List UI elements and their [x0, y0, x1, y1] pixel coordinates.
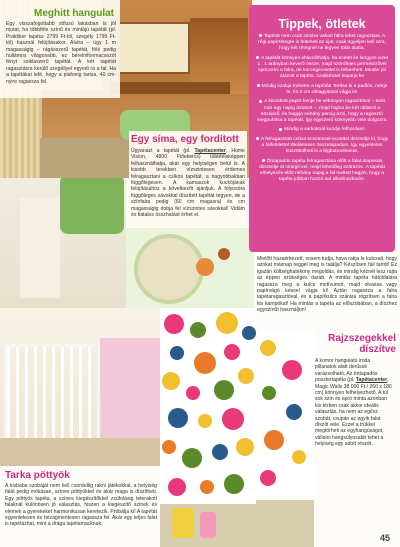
tip-item: A kiszabott papírt kenje be vékonyan ragasztóval – amit már egy napig áztatott –, majd hajtsa be két oldalról a középső, és hagyja néhány percig ázni, hogy a ragasztó megpuhítsa a tapétát. Így egyszerű könnyebb vele dolgozni.: [256, 99, 388, 123]
tip-item: Öntapadós tapéta felragasztása előtt a falat alaposan dörzsölje át smirgli-vel, majd lehetőleg szárazon. A tapétát elhelyezés előtt néhány napig a fal mellett hagyni, hogy a tapéta jobban hozzá tud alkalmazkodni.: [259, 158, 385, 183]
photo-polka-dot-wall: [160, 308, 256, 547]
page-number: 45: [379, 533, 390, 543]
bullet-icon: [257, 84, 260, 87]
tips-box: [249, 5, 395, 252]
bullet-icon: [279, 128, 282, 131]
egyszinu-title: Egy síma, egy fordított: [131, 134, 239, 145]
tip-item: Mindig a sarkoknál kezdje felhordani!: [255, 127, 389, 133]
photo-kids-room: [0, 178, 126, 308]
rajzszegekkel-title: Rajzszegekkel díszítve: [328, 333, 396, 355]
egyszinu-body: Úgyanazt a tapétát (pl. Tapétacenter, Home Vision, 4800 Ft/tekercs) többféleképpen felhasználhatja, akár egy helyiségen belül is. A kisebb terekben vízszintesen érdemes felragasztani a csíkos tapétát, a nagyobbakban függőlegesen. A kamaszok kuckójának felújításához a következőt ajánljuk. A folyosóra függőleges sávokkal díszített tapétát tegyen, de a színfalra pedig (60 cm magasra) és cm magasságig dobja fel vízszintes sávokkal! Vidám és fiatalos összhatást érhet el.: [131, 148, 245, 219]
tarka-title: Tarka pöttyök: [5, 470, 70, 481]
meghitt-body: Egy visszafogottabb stílusú lakásban is jól mutat, ha többféle színű és mintájú tapétát (pl. Praktiker tapéta: 2799 Ft-tól, szegély 1799 Ft-tól) használ felújításakor. Alulra – úgy 1 m magasságig – rágásszerű tapétát, fölé pedig hullámos világosabb, ez bérelnifonmacsozót fényt sziklaszerű tapétát. A két tapétát ragasztásra kerülő szegéllyel egyedi rá a fal. Ha a tapétákat lefé, hogy a plafonig tartsa, 40 cm-nyire ragassza fel.: [6, 21, 116, 85]
tip-item: Tapétát nem csak simára vakart falra lehet ragasztani. A régi papírrétegre is felteheti az újat, csak ügyeljen kell arra, hogy két rétegnél ne legyen több alatta.: [258, 34, 386, 52]
bullet-icon: [259, 34, 262, 37]
photo-key-holder: [126, 228, 254, 308]
bullet-icon: [262, 159, 265, 162]
tip-item: A tapétát könnyen eltávolíthatja, ha ecetet és langyos vizet 1 : 1 arányban keverő össze, majd szórófejes permetezővel spriccelni a falra, de korongecsettel is felkenheti. Miután jól átázott a tapéta, szakkéssel kaparja le!: [257, 55, 388, 80]
tarka-body: A kisbaba szobáját nem kell csordultig rakni játékokkal, a helyiség falát pedig mókásan, színes pöttyökkel és akár maga is díszítheti. Egy pöttyös tapéta, a színes kiegészítőkkel zsúfolásig telerakott falaknál különösen jó választás, hiszen a kiegészítő színek és elemek a gyerekeket harmonikusan keretezik. Próbálja ki! A tapétát egyenletesen és hézagmentesen ragassza fel. Akár egy teljes falat is tapétázhat, mint a drága tapétamacknak.: [5, 483, 157, 528]
photo-crib: [0, 308, 170, 468]
rajzszegekkel-link: Tapétacenter: [355, 377, 388, 384]
bullet-icon: [259, 100, 262, 103]
bullet-icon: [256, 56, 259, 59]
egyszinu-link: Tapétacenter: [194, 148, 226, 154]
photo-office-desk: [256, 330, 314, 547]
kulcsra-body: Mielőtt hazaérkezett, sosem tudja, hova rakja le kulcsait, hogy azokat másnap reggel meg is találja? Készítsen fali tartót! Ez igazán költséghatékony megoldás, és mindig kéznél lesz rajta az éppen szükséges darab. A mintás tapéta hátoldalára ragassza meg a kulcs motívumot, majd olvassa vagy papírvágó késsel vágja ki! Aztán ragassza a falra tapétaragasztóval, és a papírkulcs szárára rögzítsen a falra kis kampókat! Ha mintás a tapéta az előszobában, a díszhez egyszínűt használjon!: [257, 256, 397, 314]
tips-title: Tippek, ötletek: [278, 17, 366, 31]
meghitt-title: Meghitt hangulat: [34, 8, 114, 19]
rajzszegekkel-body: A komor hangulatú iroda pillanatok alatt derűssé varázsolható. Az öntapadós posztertapéta (pl. Tapétacenter, Magic Walls 38 000 Ft / 260 x 186 cm) könnyen felhelyezhető. A túl sok szín és apró minta azonban kis térben csak akkor ideális választás, ha nem az egész szobát, csupán az egyik falat díszíti vele. Ezzel a trükkel megtörheti az egyhangúságot, vállalni hangsúlyosabb tehet a helyiség egy adott részét.: [315, 358, 392, 448]
tip-item: Mindig szabja méretre a tapétát! Terítse ki a padlón, mérje le, és 5 cm ráhagyással vágja le!: [255, 84, 389, 96]
bullet-icon: [256, 137, 259, 140]
tip-item: A felragasztott csíkot ecsetessel-ecsettel dörzsölje ki, hogy a falfelülettel tökéletesen összetapadjon. Így egyenletes küszöbölheti ki a légbuborékokat.: [255, 137, 389, 156]
